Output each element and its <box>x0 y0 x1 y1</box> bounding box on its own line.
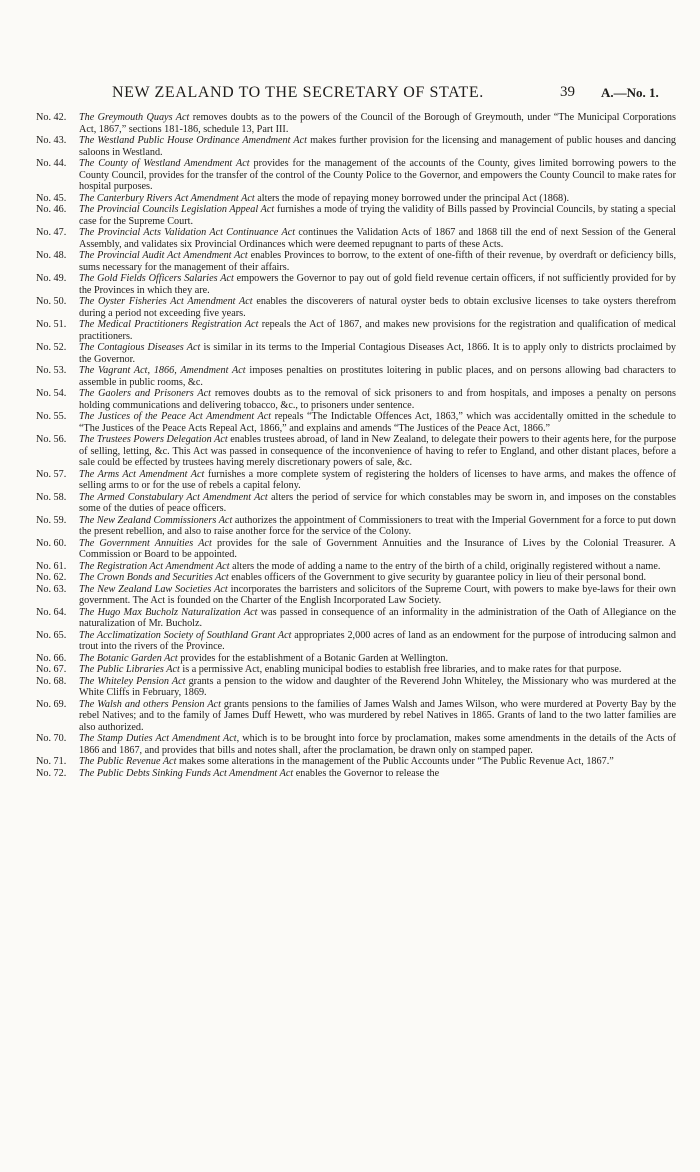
act-entry <box>36 135 676 158</box>
entry-number: No. 58. <box>36 491 67 503</box>
act-description: empowers the Governor to pay out of gold field revenue certain officers, if not sufficiently provided for by the Provinces in which they are. <box>79 273 676 296</box>
entry-number: No. 54. <box>36 388 67 399</box>
act-entry <box>36 204 676 227</box>
act-description: provides for the sale of Government Annuities and the Insurance of Lives by the Colonial Treasurer. A Commission or Board to be appointed. <box>79 537 677 560</box>
entry-number: No. 70. <box>36 733 67 744</box>
act-description: was passed in consequence of an informality in the administration of the Oath of Allegiance on the naturalization of Mr. Bucholz. <box>79 606 677 629</box>
act-entry <box>36 561 676 573</box>
act-description: grants a pension to the widow and daughter of the Reverend John Whiteley, the Missionary who was murdered at the White Cliffs in February, 1869. <box>79 675 676 698</box>
entry-number: No. 53. <box>36 365 67 376</box>
act-description: enables Provinces to borrow, to the extent of one-fifth of their revenue, by overdraft or deficiency bills, sums necessary for the management of their affairs. <box>79 250 676 273</box>
act-entry <box>36 699 676 734</box>
page-header <box>0 84 700 104</box>
entry-number: No. 64. <box>36 606 67 618</box>
entry-number: No. 60. <box>36 537 67 549</box>
act-entry <box>36 676 676 699</box>
entry-number: No. 57. <box>36 468 67 480</box>
act-description: repeals “The Indictable Offences Act, 1863,” which was accidentally omitted in the schedule to “The Justices of the Peace Acts Repeal Act, 1866,” and explains and amends “The Justices of the Peace Act, 1866.” <box>79 411 676 434</box>
act-entry <box>36 434 676 469</box>
entry-number: No. 51. <box>36 319 67 330</box>
act-entry <box>36 388 676 411</box>
act-description: authorizes the appointment of Commissioners to treat with the Imperial Government for a force to put down the present rebellion, and also to raise another force for the service of the Colony. <box>79 514 677 537</box>
act-title: The Stamp Duties Act Amendment Act <box>79 733 237 744</box>
act-title: The Public Libraries Act <box>79 664 180 675</box>
entry-number: No. 67. <box>36 664 67 675</box>
entry-number: No. 48. <box>36 250 67 261</box>
act-entry <box>36 319 676 342</box>
entry-number: No. 63. <box>36 583 67 595</box>
act-description: enables trustees abroad, of land in New Zealand, to delegate their powers to their agents here, for the purpose of selling, letting, &c. This Act was passed in consequence of the inconvenience of having to refer to England, and other distant places, before a sale could be effected by trustees having merely discretionary powers of sale, &c. <box>79 434 676 468</box>
entry-number: No. 42. <box>36 112 67 123</box>
act-description: makes further provision for the licensing and management of public houses and dancing saloons in Westland. <box>79 135 677 158</box>
act-title: The Public Revenue Act <box>79 756 177 767</box>
entry-number: No. 61. <box>36 560 67 572</box>
act-title: The Vagrant Act, 1866, Amendment Act <box>79 365 246 376</box>
entry-number: No. 66. <box>36 652 67 664</box>
act-entry <box>36 227 676 250</box>
act-description: enables the discoverers of natural oyster beds to obtain exclusive licenses to take oysters therefrom during a period not exceeding five years. <box>79 296 677 319</box>
entry-number: No. 52. <box>36 342 67 353</box>
entry-number: No. 55. <box>36 411 67 422</box>
act-description: imposes penalties on prostitutes loitering in public places, and on persons allowing bad characters to assemble in public rooms, &c. <box>79 365 676 388</box>
act-entry <box>36 411 676 434</box>
act-description: alters the mode of repaying money borrowed under the principal Act (1868). <box>254 192 570 204</box>
act-title: The Armed Constabulary Act Amendment Act <box>79 491 268 503</box>
act-entry <box>36 515 676 538</box>
act-title: The County of Westland Amendment Act <box>79 158 250 169</box>
act-entry <box>36 342 676 365</box>
act-title: The Westland Public House Ordinance Amendment Act <box>79 135 307 146</box>
act-entry <box>36 193 676 205</box>
entry-number: No. 59. <box>36 514 67 526</box>
act-title: The Trustees Powers Delegation Act <box>79 434 228 445</box>
act-entry <box>36 492 676 515</box>
entry-number: No. 50. <box>36 296 67 307</box>
entry-number: No. 71. <box>36 756 67 767</box>
entry-number: No. 43. <box>36 135 67 146</box>
act-entry <box>36 607 676 630</box>
act-title: The New Zealand Commissioners Act <box>79 514 233 526</box>
act-entry <box>36 469 676 492</box>
act-entry <box>36 158 676 193</box>
act-description: alters the period of service for which constables may be sworn in, and imposes on the constables some of the duties of peace officers. <box>79 491 676 514</box>
act-entry <box>36 664 676 676</box>
act-description: enables the Governor to release the <box>293 767 440 779</box>
act-entry <box>36 653 676 665</box>
act-entry <box>36 273 676 296</box>
entry-number: No. 49. <box>36 273 67 284</box>
act-description: enables officers of the Government to give security by guarantee policy in lieu of their personal bond. <box>228 572 647 583</box>
act-description: removes doubts as to the powers of the Council of the Borough of Greymouth, under “The Municipal Corporations Act, 1867,” sections 181-186, schedule 13, Part III. <box>79 112 676 135</box>
act-entry <box>36 296 676 319</box>
act-entry <box>36 768 676 780</box>
entry-number: No. 47. <box>36 227 67 238</box>
acts-list <box>36 112 676 779</box>
act-title: The Crown Bonds and Securities Act <box>79 572 229 583</box>
act-title: The New Zealand Law Societies Act <box>79 583 228 595</box>
act-description: provides for the management of the accounts of the County, gives limited borrowing powers to the County Council, provides for the transfer of the control of the County Police to the Governor, and empowers the County Council to make rates for hospital purposes. <box>79 158 676 192</box>
act-title: The Medical Practitioners Registration Act <box>79 319 259 330</box>
act-title: The Registration Act Amendment Act <box>79 560 230 572</box>
act-title: The Whiteley Pension Act <box>79 675 186 687</box>
act-title: The Greymouth Quays Act <box>79 112 190 123</box>
act-description: appropriates 2,000 acres of land as an endowment for the purpose of introducing salmon and trout into the rivers of the Province. <box>79 629 676 652</box>
act-description: is a permissive Act, enabling municipal bodies to establish free libraries, and to make rates for that purpose. <box>179 664 622 675</box>
running-title: NEW ZEALAND TO THE SECRETARY OF STATE. <box>112 84 484 101</box>
act-entry <box>36 584 676 607</box>
act-title: The Justices of the Peace Act Amendment Act <box>79 411 272 422</box>
act-title: The Walsh and others Pension Act <box>79 698 221 710</box>
entry-number: No. 62. <box>36 572 67 583</box>
act-description: provides for the establishment of a Botanic Garden at Wellington. <box>177 652 449 664</box>
act-entry <box>36 250 676 273</box>
entry-number: No. 69. <box>36 698 67 710</box>
act-description: repeals the Act of 1867, and makes new provisions for the registration and qualification of medical practitioners. <box>79 319 676 342</box>
act-description: continues the Validation Acts of 1867 and 1868 till the end of next Session of the General Assembly, and validates six Provincial Ordinances which were deemed repugnant to parts of these Acts. <box>79 227 676 250</box>
act-description: is similar in its terms to the Imperial Contagious Diseases Act, 1866. It is to apply only to districts proclaimed by the Governor. <box>79 342 677 365</box>
act-title: The Public Debts Sinking Funds Act Amendment Act <box>79 767 294 779</box>
act-description: incorporates the barristers and solicitors of the Supreme Court, with powers to make bye-laws for their own government. The Act is founded on the Charter of the English Incorporated Law Society. <box>79 583 676 606</box>
entry-number: No. 44. <box>36 158 67 169</box>
act-entry <box>36 538 676 561</box>
act-description: furnishes a mode of trying the validity of Bills passed by Provincial Councils, by stating a special case for the Supreme Court. <box>79 204 676 227</box>
act-title: The Botanic Garden Act <box>79 652 178 664</box>
act-description: , which is to be brought into force by proclamation, makes some amendments in the details of the Acts of 1866 and 1867, and provides that bills and notes shall, after the proclamation, be drawn only on stamped paper. <box>79 733 676 756</box>
act-entry <box>36 733 676 756</box>
act-title: The Provincial Councils Legislation Appeal Act <box>79 204 275 215</box>
act-description: furnishes a more complete system of registering the holders of licenses to have arms, and makes the offence of selling arms to or for the use of rebels a capital felony. <box>79 468 677 491</box>
document-reference: A.—No. 1. <box>601 85 659 100</box>
act-description: grants pensions to the families of James Walsh and James Wilson, who were murdered at Poverty Bay by the rebel Natives; and to the family of James Duff Hewett, who was murdered by rebel Natives in 1865. Grants of land to the two latter families are also authorized. <box>79 698 676 733</box>
act-title: The Provincial Audit Act Amendment Act <box>79 250 248 261</box>
act-title: The Contagious Diseases Act <box>79 342 201 353</box>
act-title: The Government Annuities Act <box>79 537 212 549</box>
act-title: The Gaolers and Prisoners Act <box>79 388 211 399</box>
entry-number: No. 45. <box>36 192 67 204</box>
act-title: The Canterbury Rivers Act Amendment Act <box>79 192 255 204</box>
entry-number: No. 56. <box>36 434 67 445</box>
act-title: The Acclimatization Society of Southland Grant Act <box>79 629 292 641</box>
act-title: The Oyster Fisheries Act Amendment Act <box>79 296 253 307</box>
act-entry <box>36 365 676 388</box>
entry-number: No. 72. <box>36 767 67 779</box>
act-title: The Arms Act Amendment Act <box>79 468 205 480</box>
page-number: 39 <box>560 84 575 100</box>
act-title: The Provincial Acts Validation Act Continuance Act <box>79 227 296 238</box>
act-description: removes doubts as to the removal of sick prisoners to and from hospitals, and imposes a penalty on persons holding communications and delivering tobacco, &c., to prisoners under sentence. <box>79 388 676 411</box>
act-title: The Hugo Max Bucholz Naturalization Act <box>79 606 258 618</box>
act-entry <box>36 756 676 768</box>
act-description: alters the mode of adding a name to the entry of the birth of a child, originally registered without a name. <box>229 560 661 572</box>
entry-number: No. 46. <box>36 204 67 215</box>
act-entry <box>36 630 676 653</box>
entry-number: No. 68. <box>36 675 67 687</box>
act-title: The Gold Fields Officers Salaries Act <box>79 273 234 284</box>
act-entry <box>36 112 676 135</box>
entry-number: No. 65. <box>36 629 67 641</box>
act-entry <box>36 572 676 584</box>
act-description: makes some alterations in the management of the Public Accounts under “The Public Revenue Act, 1867.” <box>176 756 614 767</box>
